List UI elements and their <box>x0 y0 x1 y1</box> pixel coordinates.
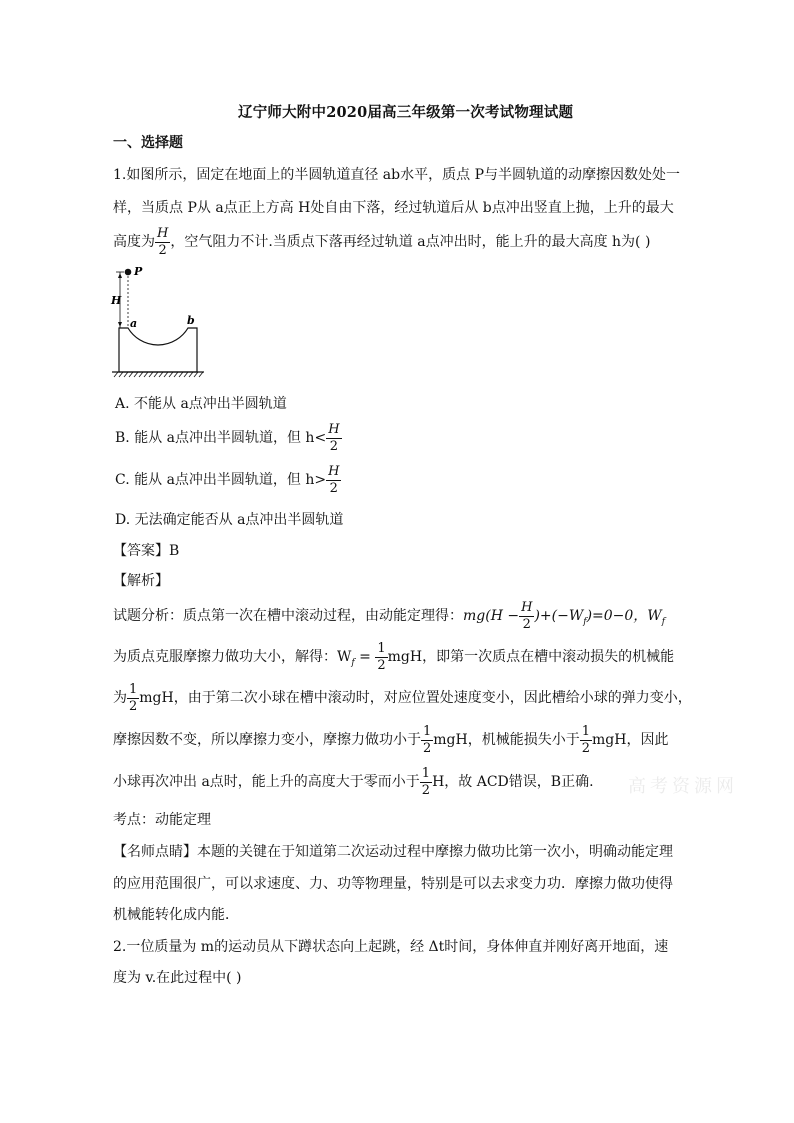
fraction-denominator: 2 <box>329 438 338 454</box>
analysis-line1 <box>113 596 665 636</box>
q1-line2: 样，当质点 P从 a点正上方高 H处自由下落，经过轨道后从 b点冲出竖直上抛，上升的最大 <box>113 200 674 216</box>
mingshi-line2: 的应用范围很广，可以求速度、力、功等物理量，特别是可以去求变力功．摩擦力做功使得 <box>113 876 673 892</box>
fraction-numerator: 1 <box>581 723 591 739</box>
fraction-numerator: H <box>328 421 340 437</box>
fraction <box>519 600 534 633</box>
option-d: D. 无法确定能否从 a点冲出半圆轨道 <box>115 512 344 528</box>
analysis-line5-post: H，故 ACD错误，B正确. <box>432 774 594 790</box>
analysis-line4-text: 摩擦因数不变，所以摩擦力变小，摩擦力做功小于 <box>113 732 421 748</box>
fraction <box>155 226 170 259</box>
label-b: b <box>187 314 195 327</box>
fraction-numerator: H <box>157 225 169 241</box>
watermark: 高考资源网 <box>628 776 738 797</box>
analysis-line5 <box>113 762 594 802</box>
fraction <box>127 682 139 715</box>
equation-part: )+(−W <box>534 608 584 624</box>
option-c <box>115 460 341 500</box>
q1-line1: 1.如图所示，固定在地面上的半圆轨道直径 ab水平，质点 P与半圆轨道的动摩擦因数处处一 <box>113 167 680 183</box>
subscript: f <box>583 616 587 627</box>
analysis-line5-text: 小球再次冲出 a点时，能上升的高度大于零而小于 <box>113 774 420 790</box>
semicircle-track <box>119 328 197 372</box>
analysis-heading: 【解析】 <box>113 573 169 589</box>
mingshi-heading: 【名师点睛】 <box>113 844 197 860</box>
subscript: f <box>351 657 355 668</box>
fraction <box>580 724 592 757</box>
fraction <box>375 641 387 674</box>
fraction <box>326 422 341 455</box>
fraction-denominator: 2 <box>522 616 531 632</box>
mingshi-text: 本题的关键在于知道第二次运动过程中摩擦力做功比第一次小，明确动能定理 <box>197 844 673 860</box>
analysis-line3 <box>113 678 692 718</box>
section-heading: 一、选择题 <box>113 135 183 151</box>
fraction-denominator: 2 <box>581 740 591 756</box>
equation-part: )=0−0，W <box>586 608 662 624</box>
semicircle-track-figure <box>108 264 208 382</box>
height-arrow-down <box>118 322 122 327</box>
option-b <box>115 418 342 458</box>
fraction-numerator: H <box>328 463 340 479</box>
page-title: 辽宁师大附中2020届高三年级第一次考试物理试题 <box>238 104 574 121</box>
option-b-text: B. 能从 a点冲出半圆轨道，但 h< <box>115 430 327 446</box>
fraction-numerator: 1 <box>423 723 432 739</box>
mingshi-line3: 机械能转化成内能． <box>113 907 239 923</box>
fraction-denominator: 2 <box>129 698 138 714</box>
fraction-numerator: 1 <box>377 640 386 656</box>
fraction-denominator: 2 <box>158 242 167 258</box>
fraction-denominator: 2 <box>377 657 386 673</box>
option-a: A. 不能从 a点冲出半圆轨道 <box>115 396 287 412</box>
fraction-denominator: 2 <box>421 782 431 798</box>
label-h: H <box>111 294 122 307</box>
fraction-numerator: 1 <box>421 765 431 781</box>
height-arrow-up <box>118 273 122 278</box>
fraction-numerator: H <box>521 599 533 615</box>
analysis-line3-post: mgH，由于第二次小球在槽中滚动时，对应位置处速度变小，因此槽给小球的弹力变小， <box>139 690 692 706</box>
analysis-line4-post: mgH，因此 <box>592 732 669 748</box>
q2-line2: 度为 v.在此过程中( ) <box>113 970 242 986</box>
q1-line3 <box>113 222 650 262</box>
fraction-denominator: 2 <box>329 480 338 496</box>
kaodian: 考点：动能定理 <box>113 812 211 828</box>
fraction-numerator: 1 <box>129 681 138 697</box>
analysis-line1-text: 试题分析：质点第一次在槽中滚动过程，由动能定理得： <box>113 608 463 624</box>
equation-part: mg(H − <box>463 608 520 624</box>
particle-p <box>125 269 132 276</box>
ground-hatching <box>114 372 203 377</box>
analysis-line2 <box>113 637 674 677</box>
subscript: f <box>661 616 666 627</box>
fraction <box>326 464 341 497</box>
analysis-line4 <box>113 720 668 760</box>
q1-line3-post: ，空气阻力不计.当质点下落再经过轨道 a点冲出时，能上升的最大高度 h为( ) <box>170 234 651 250</box>
equals-sign: = <box>354 649 376 665</box>
analysis-line4-mid: mgH，机械能损失小于 <box>433 732 580 748</box>
analysis-line2-post: mgH，即第一次质点在槽中滚动损失的机械能 <box>387 649 675 665</box>
mingshi-line1 <box>113 843 673 861</box>
q2-line1: 2.一位质量为 m的运动员从下蹲状态向上起跳，经 Δt时间，身体伸直并刚好离开地面，速 <box>113 939 669 955</box>
option-c-text: C. 能从 a点冲出半圆轨道，但 h> <box>115 472 327 488</box>
analysis-line3-text: 为 <box>113 690 127 706</box>
label-p: P <box>134 265 143 278</box>
q1-line3-pre: 高度为 <box>113 234 155 250</box>
analysis-line2-text: 为质点克服摩擦力做功大小，解得：W <box>113 649 352 665</box>
label-a: a <box>130 317 138 330</box>
fraction-denominator: 2 <box>423 740 432 756</box>
fraction <box>421 724 433 757</box>
answer: 【答案】B <box>113 543 180 559</box>
fraction <box>420 766 432 799</box>
